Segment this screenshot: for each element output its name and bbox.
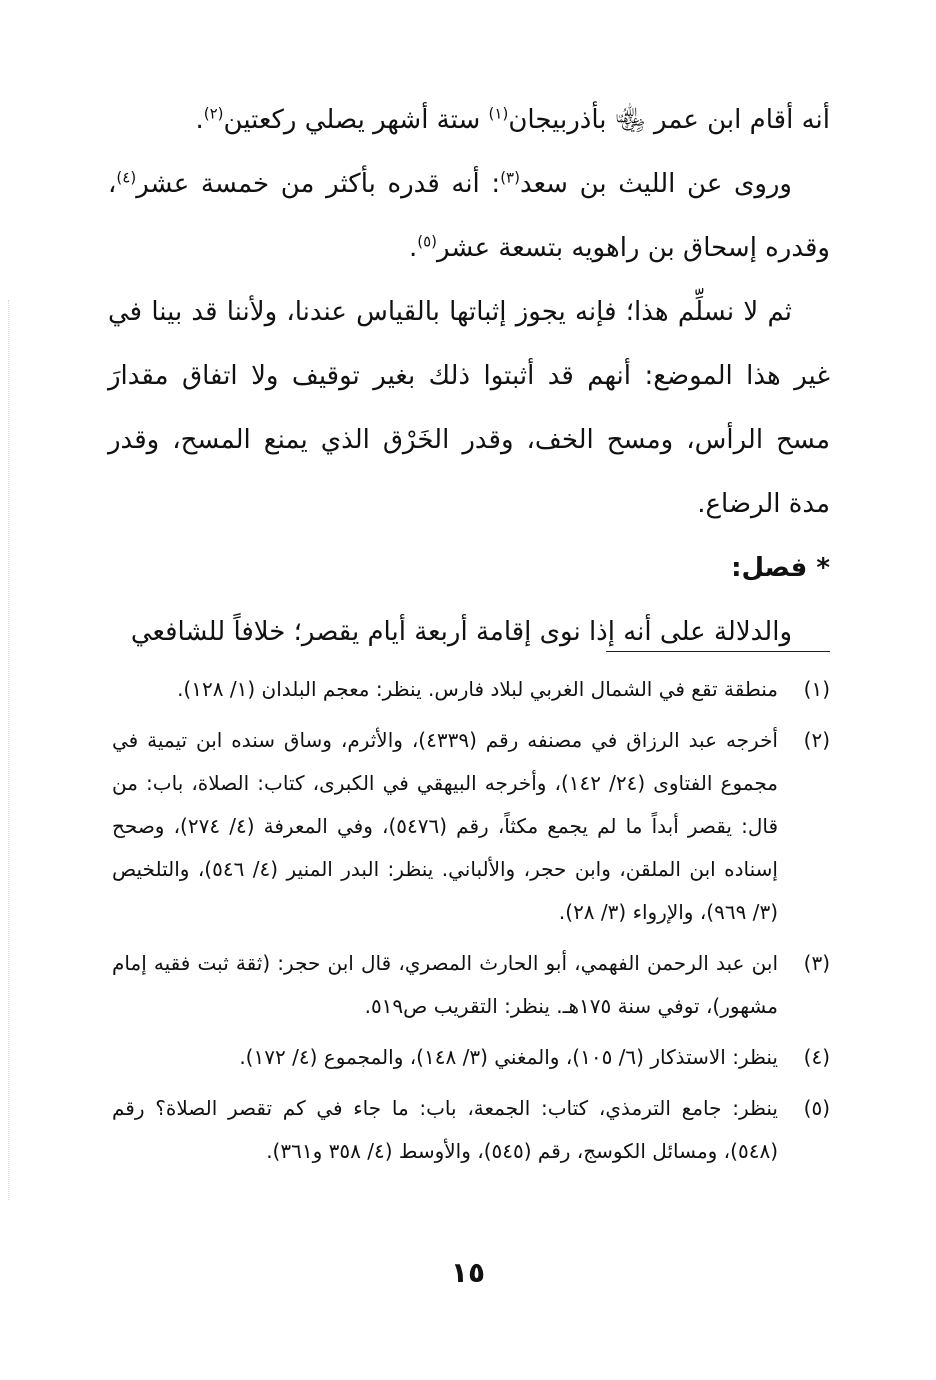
footnote-4 <box>112 1036 830 1079</box>
text-run: : أنه قدره بأكثر من خمسة عشر <box>136 169 501 199</box>
footnote-number: (٥) <box>803 1096 830 1120</box>
footnote-ref-2[interactable]: (٢) <box>203 104 224 123</box>
footnote-text: ينظر: الاستذكار (٦/ ١٠٥)، والمغني (٣/ ١٤٨)، والمجموع (٤/ ١٧٢). <box>239 1045 778 1069</box>
footnote-number: (٢) <box>803 728 830 752</box>
footnote-ref-4[interactable]: (٤) <box>116 168 137 187</box>
paragraph-3: ثم لا نسلِّم هذا؛ فإنه يجوز إثباتها بالقياس عندنا، ولأننا قد بينا في غير هذا الموضع: أنهم قد أثبتوا ذلك بغير توقيف ولا اتفاق مقدارَ مسح الرأس، ومسح الخف، وقدر الخَرْق الذي يمنع المسح، وقدر مدة الرضاع. <box>108 297 830 519</box>
footnote-text: أخرجه عبد الرزاق في مصنفه رقم (٤٣٣٩)، والأثرم، وساق سنده ابن تيمية في مجموع الفتاوى (٢٤/ ١٤٢)، وأخرجه البيهقي في الكبرى، كتاب: الصلاة، باب: من قال: يقصر أبداً ما لم يجمع مكثاً، رقم (٥٤٧٦)، وفي المعرفة (٤/ ٢٧٤)، وصحح إسناده ابن الملقن، وابن حجر، والألباني. ينظر: البدر المنير (٤/ ٥٤٦)، والتلخيص (٣/ ٩٦٩)، والإرواء (٣/ ٢٨). <box>112 728 779 924</box>
footnote-number: (١) <box>803 677 830 701</box>
footnote-separator <box>606 651 830 652</box>
section-heading <box>108 536 830 600</box>
paragraph-4: والدلالة على أنه إذا نوى إقامة أربعة أيام يقصر؛ خلافاً للشافعي <box>130 617 792 647</box>
footnote-ref-3[interactable]: (٣) <box>500 168 520 187</box>
footnote-text: منطقة تقع في الشمال الغربي لبلاد فارس. ينظر: معجم البلدان (١/ ١٢٨). <box>177 677 778 701</box>
footnote-1 <box>112 668 830 711</box>
text-run: . <box>195 105 204 135</box>
footnote-number: (٣) <box>803 951 830 975</box>
footnote-text: ابن عبد الرحمن الفهمي، أبو الحارث المصري، قال ابن حجر: (ثقة ثبت فقيه إمام مشهور)، توفي سنة ١٧٥هـ. ينظر: التقريب ص٥١٩. <box>112 951 778 1018</box>
page-number: ١٥ <box>450 1256 486 1289</box>
text-run: أنه أقام ابن عمر ﵄ بأذربيجان <box>508 105 830 135</box>
footnote-number: (٤) <box>803 1045 830 1069</box>
text-run: . <box>408 233 418 263</box>
main-text <box>108 88 830 664</box>
asterisk-icon: * <box>816 553 830 583</box>
footnote-ref-1[interactable]: (١) <box>488 104 509 123</box>
footnote-3 <box>112 942 830 1028</box>
text-run: وروى عن الليث بن سعد <box>519 169 792 199</box>
paragraph-2 <box>108 152 830 280</box>
footnote-text: ينظر: جامع الترمذي، كتاب: الجمعة، باب: ما جاء في كم تقصر الصلاة؟ رقم (٥٤٨)، ومسائل الكوسج، رقم (٥٤٥)، والأوسط (٤/ ٣٥٨ و٣٦١). <box>112 1096 778 1163</box>
heading-text: فصل: <box>731 553 817 583</box>
text-run: ، وقدره إسحاق بن راهويه بتسعة عشر <box>108 169 830 263</box>
scan-edge-line <box>8 300 9 1200</box>
footnotes <box>112 668 830 1181</box>
footnote-ref-5[interactable]: (٥) <box>417 232 438 251</box>
text-run: ستة أشهر يصلي ركعتين <box>223 105 489 135</box>
footnote-5 <box>112 1087 830 1173</box>
footnote-2 <box>112 719 830 934</box>
paragraph-1 <box>108 88 830 152</box>
